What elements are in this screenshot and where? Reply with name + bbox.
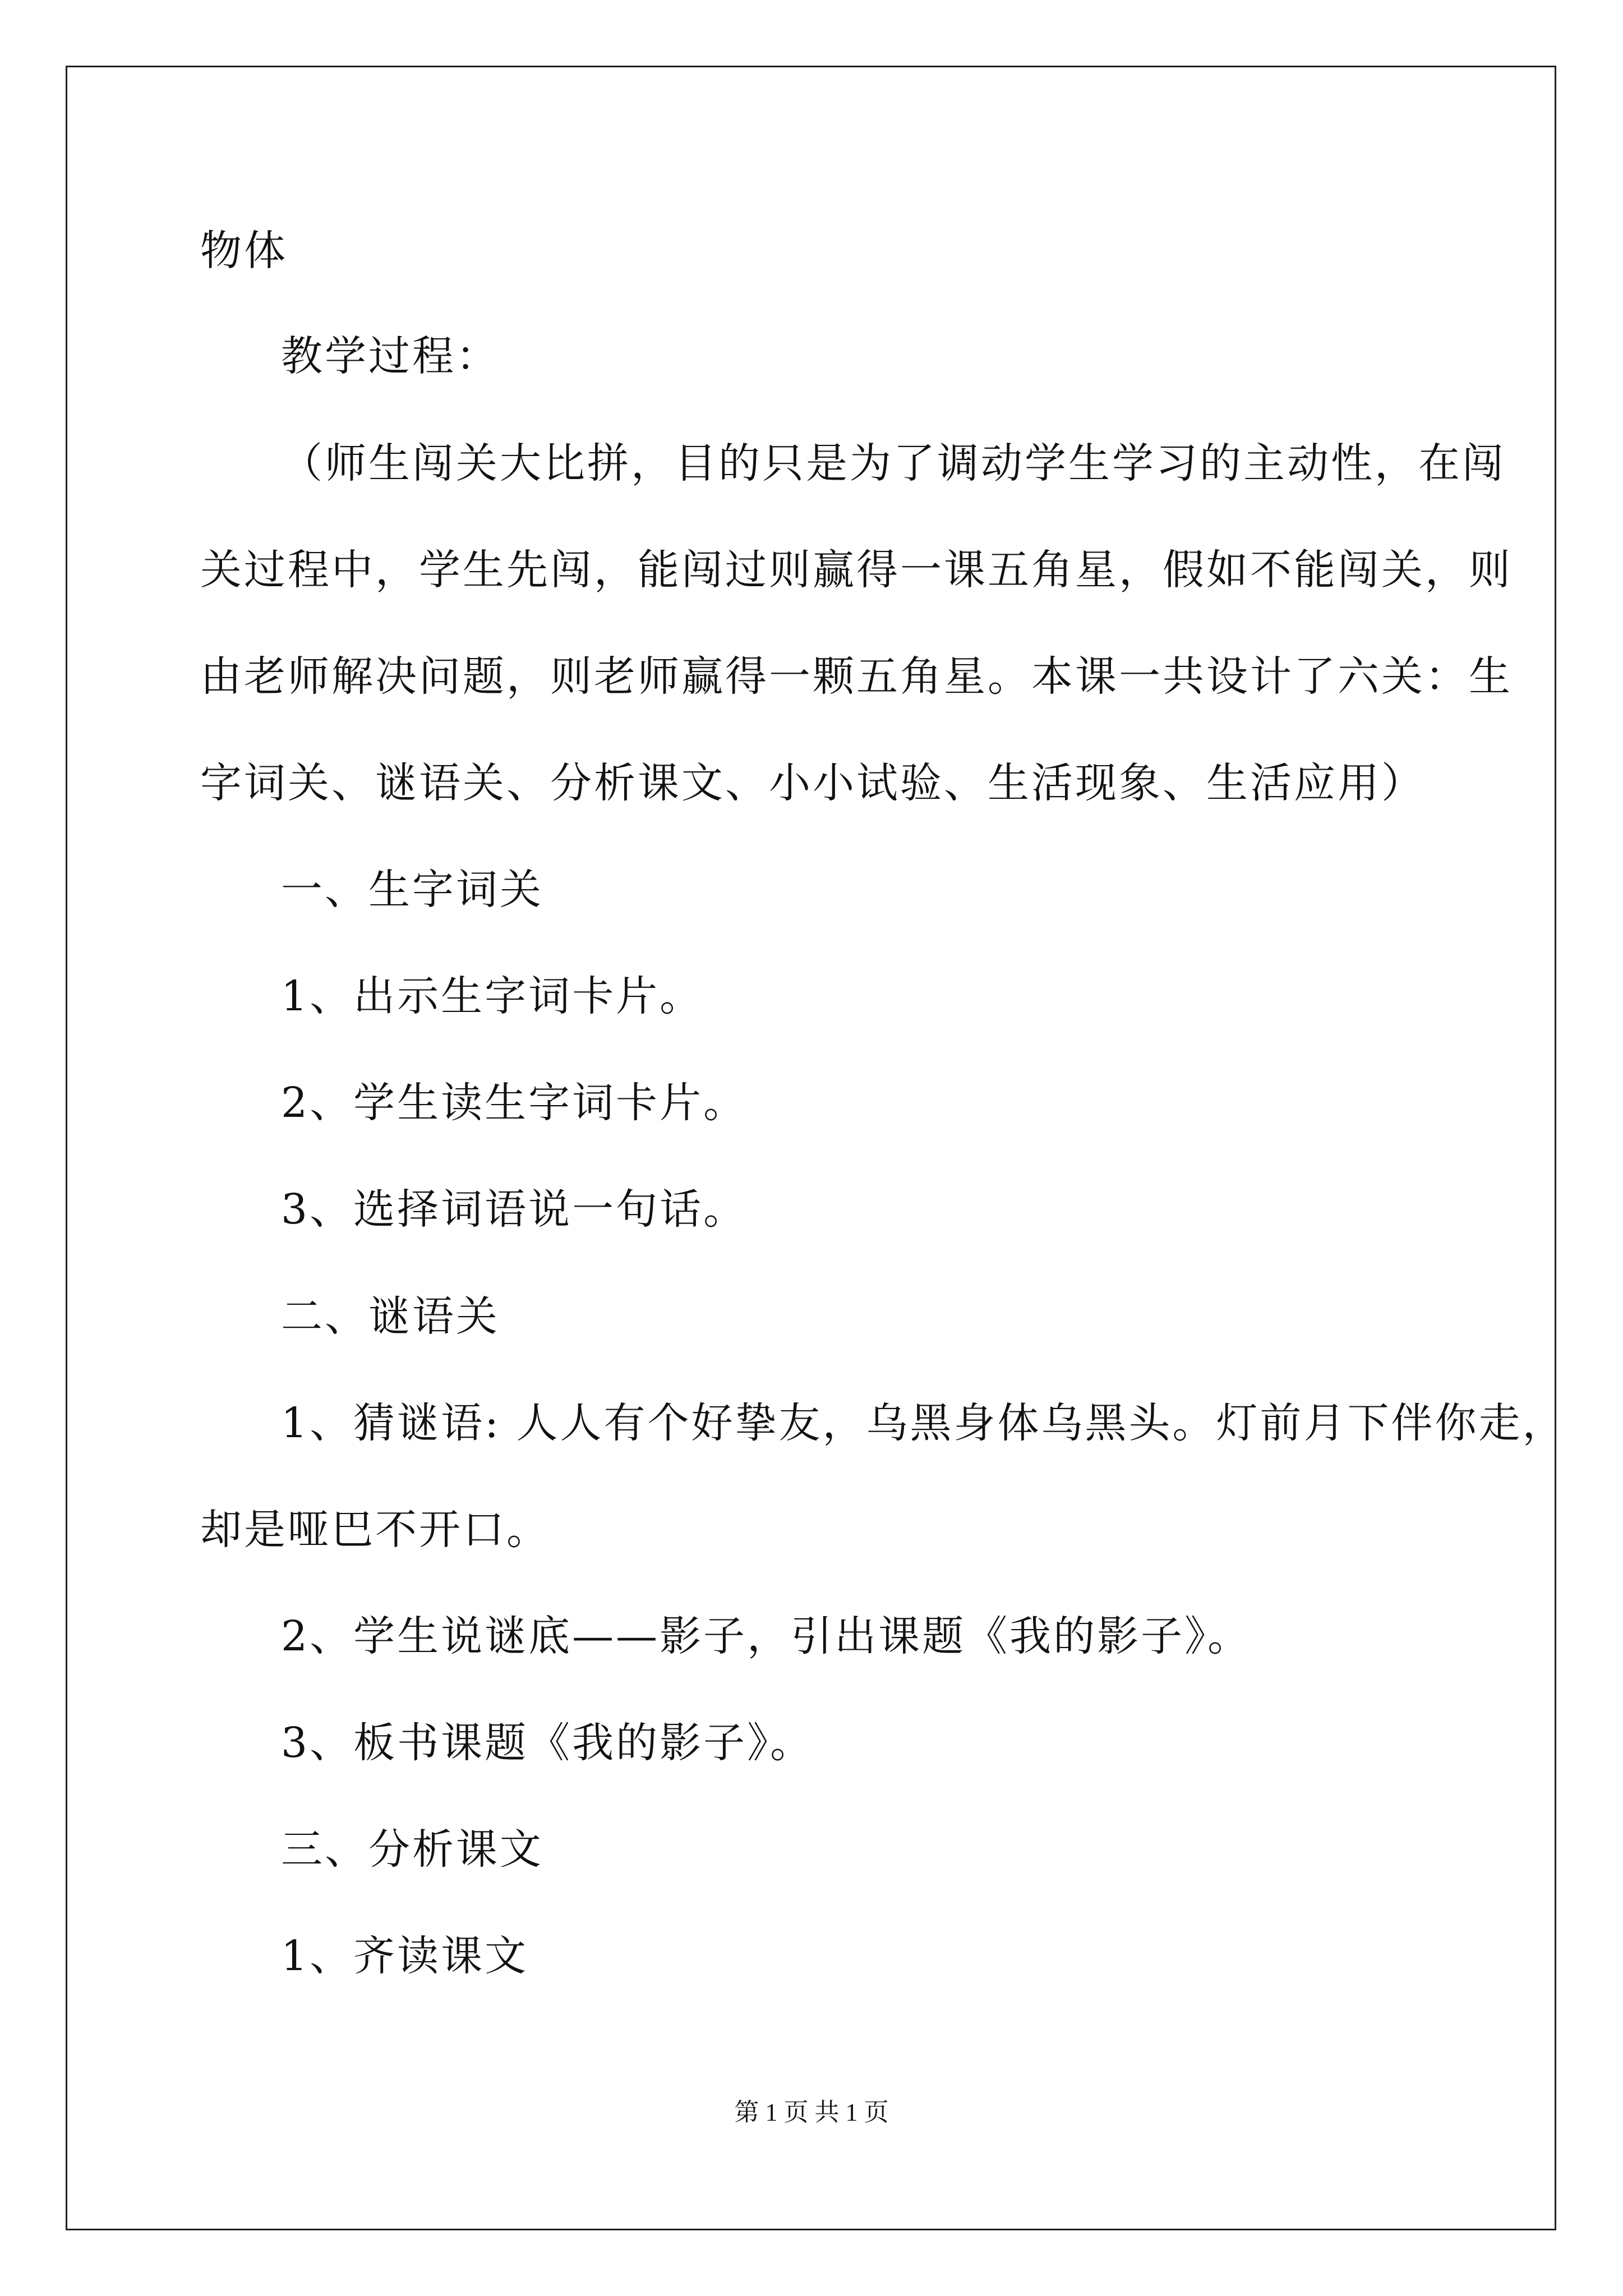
paragraph-line: 由老师解决问题，则老师赢得一颗五角星。本课一共设计了六关：生 bbox=[200, 652, 1513, 701]
paragraph-line: 字词关、谜语关、分析课文、小小试验、生活现象、生活应用） bbox=[200, 759, 1425, 807]
page-border bbox=[66, 66, 1556, 2230]
list-item: 2、学生说谜底——影子，引出课题《我的影子》。 bbox=[281, 1612, 1252, 1660]
section-heading: 一、生字词关 bbox=[281, 866, 543, 914]
text-line: 物体 bbox=[200, 227, 288, 275]
section-heading: 教学过程： bbox=[281, 332, 500, 380]
list-item: 1、出示生字词卡片。 bbox=[281, 972, 704, 1020]
section-heading: 三、分析课文 bbox=[281, 1825, 543, 1874]
paragraph-line: 关过程中，学生先闯，能闯过则赢得一课五角星，假如不能闯关，则 bbox=[200, 546, 1513, 594]
section-heading: 二、谜语关 bbox=[281, 1292, 500, 1341]
list-item: 1、猜谜语: 人人有个好挚友，乌黑身体乌黑头。灯前月下伴你走， bbox=[281, 1399, 1566, 1447]
page-footer: 第 1 页 共 1 页 bbox=[734, 2099, 889, 2126]
list-item: 3、选择词语说一句话。 bbox=[281, 1185, 748, 1234]
list-item-continuation: 却是哑巴不开口。 bbox=[200, 1506, 550, 1554]
paragraph-line: （师生闯关大比拼，目的只是为了调动学生学习的主动性，在闯 bbox=[281, 439, 1506, 487]
list-item: 1、齐读课文 bbox=[281, 1932, 529, 1980]
list-item: 2、学生读生字词卡片。 bbox=[281, 1079, 748, 1127]
list-item: 3、板书课题《我的影子》。 bbox=[281, 1719, 814, 1767]
